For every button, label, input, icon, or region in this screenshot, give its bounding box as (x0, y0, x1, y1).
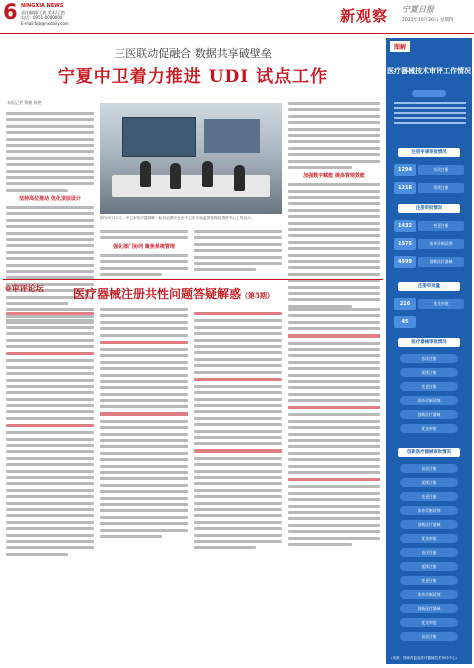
sidebar-tag: 图解 (390, 41, 410, 52)
forum-tag: ❁审评论坛 (5, 284, 44, 293)
sidebar-row: 延续注册 (400, 478, 458, 487)
sidebar-row: 变更注册 (400, 492, 458, 501)
photo-screen (122, 117, 196, 157)
page-name: NINGXIA NEWS (21, 3, 64, 9)
lead-subhead: 加强数字赋能 提高管理效能 (303, 173, 365, 180)
sidebar-box: 体外诊断试剂 (418, 239, 464, 249)
forum-issue: （第5期） (241, 291, 274, 300)
forum-title-text: 医疗器械注册共性问题答疑解惑 (73, 287, 242, 301)
sidebar-row: 首次注册 (400, 354, 458, 363)
sidebar-intro (394, 102, 466, 127)
section-brand: 新观察 (340, 7, 389, 25)
page-number: 6 (3, 0, 18, 24)
sidebar-title: 医疗器械技术审评工作情况 (387, 67, 471, 75)
sidebar-row: 体外诊断试剂 (400, 506, 458, 515)
forum-column-1 (6, 308, 94, 559)
forum-column-3 (194, 308, 282, 553)
sidebar-box: 延续注册 (418, 183, 464, 193)
lead-kicker: 三医联动促融合 数据共享破壁垒 (114, 47, 272, 60)
news-photo (100, 103, 282, 214)
sidebar-row: 体外诊断试剂 (400, 396, 458, 405)
lead-subhead: 强化部门协同 聚焦系统管理 (113, 243, 175, 250)
sidebar-section: 注册审批量 (398, 282, 460, 291)
forum-column-2 (100, 308, 188, 541)
lead-headline: 宁夏中卫着力推进 UDI 试点工作 (57, 67, 329, 87)
lead-byline: 本报记者 曹鹏 杨艳 (7, 100, 42, 105)
sidebar-number: 216 (394, 298, 416, 310)
sidebar-source: （来源：国家药监局医疗器械技术审评中心） (389, 656, 459, 660)
sidebar-row: 延续注册 (400, 562, 458, 571)
photo-person (202, 161, 213, 187)
sidebar-row: 体外诊断试剂 (400, 590, 458, 599)
sidebar-row: 创新医疗器械 (400, 410, 458, 419)
sidebar-row: 变更注册 (400, 576, 458, 585)
photo-person (170, 163, 181, 189)
sidebar-section: 医疗器械审批情况 (398, 338, 460, 347)
sidebar-number: 1294 (394, 164, 416, 176)
photo-person (140, 161, 151, 187)
sidebar-number: 1575 (394, 238, 416, 250)
sidebar-section: 注册申请审批情况 (398, 148, 460, 157)
forum-header (3, 279, 383, 299)
sidebar-row: 创新医疗器械 (400, 520, 458, 529)
sidebar-number: 1216 (394, 182, 416, 194)
meta-line: 责任编辑/丁波 美术/王艳 (21, 9, 65, 15)
sidebar-number: 1432 (394, 220, 416, 232)
sidebar-row: 延续注册 (400, 368, 458, 377)
sidebar-row: 优先审批 (400, 424, 458, 433)
sidebar-box: 首次注册 (418, 165, 464, 175)
sidebar-row: 优先审批 (400, 534, 458, 543)
photo-person (234, 165, 245, 191)
lead-subhead: 坚持高位推动 优化顶层设计 (19, 196, 81, 203)
sidebar-section: 创新医疗器械审批情况 (398, 448, 460, 457)
sidebar-box: 优先审批 (418, 299, 464, 309)
issue-date: 2023年10月26日 星期四 (402, 18, 454, 23)
sidebar-row: 首次注册 (400, 464, 458, 473)
infographic-sidebar (386, 38, 472, 664)
sidebar-row: 创新医疗器械 (400, 604, 458, 613)
lead-column-3 (194, 230, 282, 275)
meta-line: E-mail:bjb@nxdaily.com (21, 20, 69, 26)
sidebar-row: 首次注册 (400, 632, 458, 641)
meta-line: 电话：0951-0000000 (21, 15, 63, 21)
photo-caption: 图为9月11日，中卫市医疗器械唯一标识追溯平台在中卫市市场监督管理局指挥中心上线运行。 (100, 216, 255, 220)
sidebar-row: 首次注册 (400, 548, 458, 557)
paper-name: 宁夏日报 (402, 4, 434, 14)
page-meta (21, 4, 101, 26)
sidebar-section: 注册审批情况 (398, 204, 460, 213)
forum-title (73, 285, 274, 302)
photo-table (112, 175, 270, 197)
sidebar-number: 4599 (394, 256, 416, 268)
sidebar-box: 变更注册 (418, 221, 464, 231)
forum-column-4 (288, 308, 380, 549)
sidebar-box: 创新医疗器械 (418, 257, 464, 267)
lead-column-2 (100, 230, 188, 279)
sidebar-row: 变更注册 (400, 382, 458, 391)
sidebar-row: 优先审批 (400, 618, 458, 627)
photo-screen (204, 119, 260, 153)
sidebar-pill (412, 90, 446, 97)
sidebar-number: 45 (394, 316, 416, 328)
page-header (0, 0, 474, 34)
